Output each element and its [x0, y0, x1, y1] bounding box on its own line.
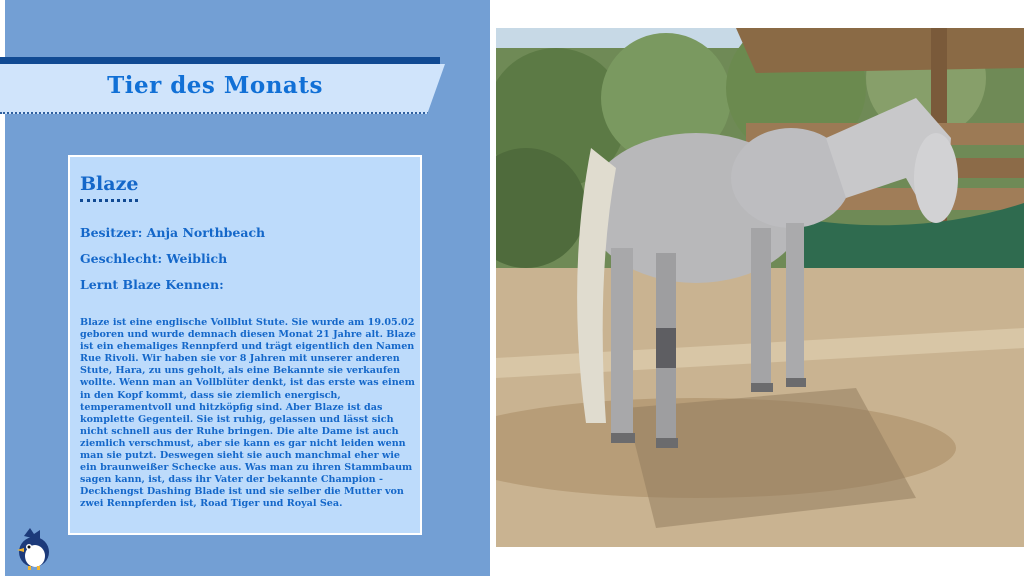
horse-photo-illustration [496, 28, 1024, 547]
bird-mascot-icon [14, 526, 54, 570]
title-divider [80, 199, 138, 202]
intro-heading: Lernt Blaze Kennen: [80, 277, 224, 292]
banner-stripe [0, 57, 440, 65]
owner-line: Besitzer: Anja Northbeach [80, 225, 266, 240]
animal-name: Blaze [80, 173, 139, 195]
horse-photo [496, 28, 1024, 547]
gender-line: Geschlecht: Weiblich [80, 251, 228, 266]
profile-card [68, 155, 422, 535]
bio-text: Blaze ist eine englische Vollblut Stute. Sie wurde am 19.05.02 geboren und wurde demnach diesen Monat 21 Jahre alt. Blaze ist ein ehemaliges Rennpferd und trägt eigentlich den Namen Rue Rivoli. Wir haben sie vor 8 Jahren mit unserer anderen Stute, Hara, zu uns geholt, als eine Bekannte sie verkaufen wollte. Wenn man an Vollblüter denkt, ist das erste was einem in den Kopf kommt, dass sie ziemlich energisch, temperamentvoll und hitzköpfig sind. Aber Blaze ist das komplette Gegenteil. Sie ist ruhig, gelassen und lässt sich nicht schnell aus der Ruhe bringen. Die alte Dame ist auch ziemlich verschmust, aber sie kann es gar nicht leiden wenn man sie putzt. Deswegen sieht sie auch manchmal eher wie ein braunweißer Schecke aus. Was man zu ihren Stammbaum sagen kann, ist, dass ihr Vater der bekannte Champion - Deckhengst Dashing Blade ist und sie selber die Mutter von zwei Rennpferden ist, Road Tiger und Royal Sea. [80, 317, 416, 510]
page-title: Tier des Monats [107, 72, 323, 99]
